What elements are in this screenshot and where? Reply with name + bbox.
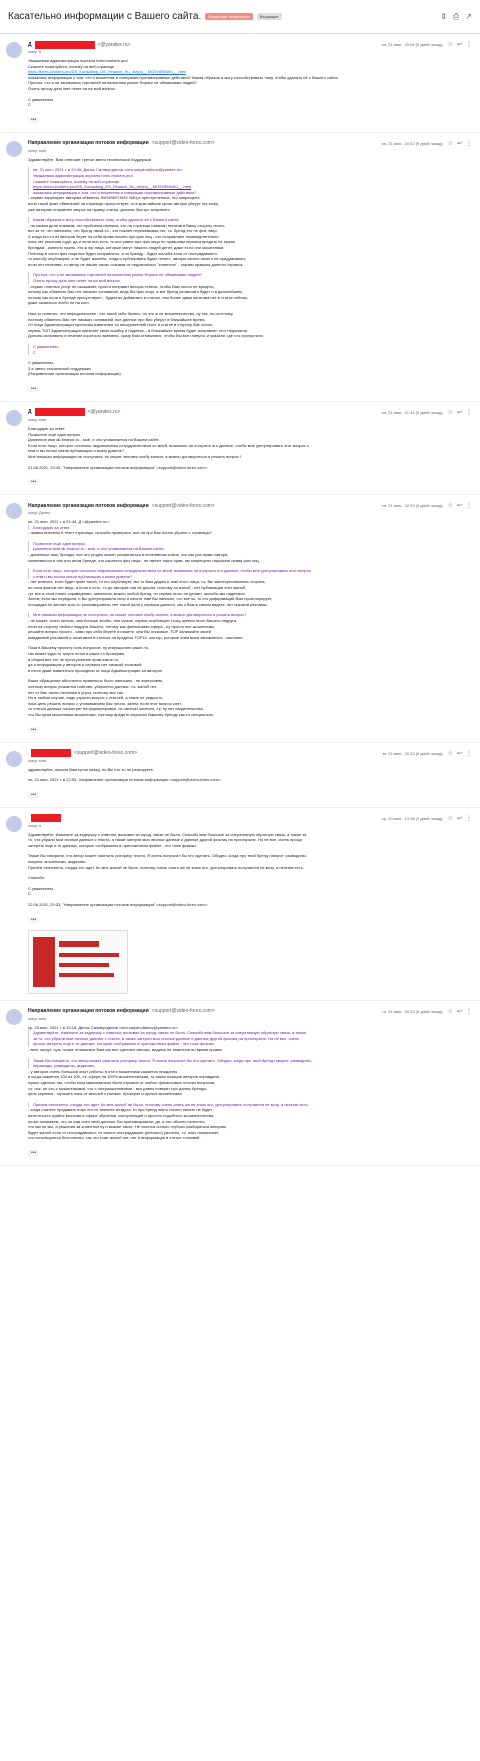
show-trimmed-content-button[interactable]: ••• (28, 917, 39, 923)
sender-email: <@yandex.ru> (87, 409, 121, 416)
body-line: пока цель решить вопрос с упоминанием Вас лично, затем, если этот вопрос снят, (28, 700, 182, 706)
show-trimmed-content-button[interactable]: ••• (28, 1150, 39, 1156)
body-line: т.к. пок. он что-с мошенниками, что с полумошенниками - вся равно поверят про данны бренды, (28, 1085, 208, 1091)
message-body (28, 767, 472, 783)
body-line: нужно сделать так, чтобы пока максимально было отрывов от любых финансовых плохих вопросов, (28, 1079, 216, 1085)
body-line: цель сервиса - отразить пока от мыслей о рынках, брокерах и прочих мошенниках. (28, 1091, 183, 1097)
sender-name: Д (28, 409, 32, 416)
body-line: С уважением, (28, 885, 54, 891)
body-line: поэтому вопрос решается пайтово, убирается данные, т.к. жалоб нет, (28, 683, 158, 689)
star-icon[interactable]: ☆ (447, 42, 453, 48)
body-line: затереть ещё и те данные, которые отображены в приложенном файле - это тоже физики. (28, 842, 197, 848)
star-icon[interactable]: ☆ (447, 140, 453, 147)
label-badge[interactable]: Входящие (257, 13, 282, 20)
expand-all-icon[interactable]: ⇕ (440, 11, 447, 21)
redaction-mark (35, 408, 85, 416)
body-line: От лица Администрации приносим извинение за некорректный текст в статье в сторону Вас лично, (28, 322, 214, 328)
email-header (0, 0, 480, 34)
open-new-window-icon[interactable]: ↗ (465, 11, 472, 21)
body-line: Доменное имя dk-finance.ru - моё, и оно упоминается на Вашем сайте. (28, 546, 472, 552)
body-line: Здравствуйте. Извините за задержку с ответом, вызывал за город, связи не было. Спасибо вам большое за оперативную обратную связь, а также за (28, 831, 307, 837)
body-line: ни же понимаем, что он сам спел свой диплом. Вы приномировали, да, и это обычно нечестно, (28, 1118, 206, 1124)
body-line: патентность крайне высокая в сфере обучения, консультаций и прочего подобного мошенничества, (28, 1112, 215, 1118)
reply-icon[interactable]: ↩ (456, 140, 462, 147)
recipient-line[interactable]: кому: мне (28, 757, 47, 763)
body-line: С (28, 891, 31, 897)
body-line: Спасибо. (28, 875, 46, 881)
body-line: - всех затрут, чуть позже отпишемся Вам как все сделают авторы, видимо не заметили во время правок. (28, 1047, 224, 1052)
body-line: Уважаемая администрация портала forex-brokers.pro! (28, 173, 472, 179)
body-line: имиджевой рекламой и позитивом в статьях на пределы ТОР10, контор, которые этим всем занимаются - миллион. (28, 634, 244, 640)
body-line: оказалась информация о том, что я мошенник и совершаю противоправные действия? Каким образом я могу способствовать тому, чтобы удалить её с Вашего сайта. (28, 74, 339, 80)
body-line: площадка не желает кого-то рекламировать, нет такой цели у сервиса данного, мы к Вам в самом видете, нет никакой рекламы. (28, 601, 268, 607)
sender-line (28, 814, 472, 823)
body-line: Здравствуйте. Вам отвечает третье звено технической поддержки (28, 156, 152, 162)
body-line: 21.06.2021, 20:43, "Направление организации потоков информации" <support@video-forex.com>: (28, 464, 209, 470)
body-line: - правки внесены в текст страницы, просьба проверить, все ли про Вас лично убрали с страницы? (28, 530, 212, 536)
body-line: С уважением, (28, 360, 54, 366)
body-line: если нет негатива, то автор не пишет своих отзывов от недовольных "клиентов" - таковы правила данного сервиса. (28, 261, 244, 267)
recipient-line[interactable]: кому: Денис (28, 510, 51, 516)
message-body (28, 1025, 472, 1141)
attachment-thumbnail[interactable] (28, 930, 128, 994)
body-line: сервис ТОП Администрация признает свою ошибку и надеюсь - в ближайшее время будет исправлен этот недосмотр. (28, 327, 249, 333)
body-line: если такой факт обвинений на странице присутствует, то в кратчайшие сроки авторы уберут эту инфу (28, 200, 219, 206)
body-line: С уважением, (28, 344, 472, 350)
body-line: Здравствуйте. Извините за задержку с ответом, вызывал за город, связи не было. Спасибо вам большое за оперативную обратную связь, а также (28, 1030, 472, 1036)
body-line: то, что убрали мои личные данные с текста, а также затерли мои личные данные и данные другой физлиц на приоткрыне. Но не все, очень прошу (28, 837, 302, 843)
body-line: пока нет решения суда, да и если оно есть, то все равно про физ лицо по правилам сервиса вредить не нужно, (28, 239, 237, 245)
body-line: Должны исправить в течение короткого времени, сразу Вам отпишемся, чтобы Вы все глянули, и указали, где что пропустили. (28, 333, 264, 339)
email-message[interactable] (0, 808, 480, 1001)
body-line: Очень прошу дать мне ответ на на мой вопрос. (28, 85, 117, 91)
body-line: А когда кто-то из авторов берет на себя право писать про физ лиц - это исправляют незамедлительно, (28, 233, 220, 239)
body-line: - когда станете продавать пока что-то тяжелее воздуха, то про бренд никто ничего писать не будет, (28, 1107, 213, 1113)
body-line: если на сторону любого недруга Вашего, потому как финансовая сфера - ну просто все мошенники, (28, 623, 215, 629)
body-line: - нет конечно, если будет факт такой, то его опубликует, мы то Вам дадим e-mail этого лица, т.к. Вы заинтересованная сторона, (28, 579, 266, 585)
body-line: Если есть лицо, которое осталось недовольным сотрудничеством со мной, возможно ли получить его данные, чтобы мне урегулировать этот вопрос (28, 568, 472, 574)
body-line: Благодарю за ответ. (28, 525, 472, 531)
avatar (6, 816, 22, 832)
print-icon[interactable]: ⎙ (452, 11, 460, 21)
body-line: пн, 21 июн. 2021 г. в 22:53, Направление организации потоков информации <support@video-forex.com>: (28, 777, 222, 783)
redaction-mark (59, 973, 114, 977)
sender-line (28, 139, 472, 148)
body-line: - доменные имя, бренды, все что угодно может упоминаться в негативном ключе, это как раз право автора, (28, 552, 229, 558)
message-date: чт, 24 июн., 00:33 (6 дней назад) (382, 1008, 443, 1014)
show-trimmed-content-button[interactable]: ••• (28, 117, 39, 123)
body-line: - на самом деле никаким, это проблема сервиса, что на странице написан негатив в Вашу сторону лично, (28, 222, 226, 228)
more-options-icon[interactable]: ⋮ (466, 140, 472, 147)
body-line: за то, что убрали мои личные данные с текста, а также затерли мои личные данные и данные другой физлиц на приоткрыне. Но не все, очень (28, 1036, 472, 1042)
recipient-line[interactable]: кому: я (28, 822, 42, 828)
body-line: Затем, если мы передали, и Вы урегулировали спор и клиент нам Вы написал, что все ок, то его диффамаций Вам проигнорирует, (28, 596, 273, 602)
show-trimmed-content-button[interactable]: ••• (28, 727, 39, 733)
redaction-mark (59, 941, 99, 947)
body-line: поэтому обвинять Вас нет никаких оснований, все данные про Вас уберут в ближайшее время. (28, 316, 206, 322)
message-body (28, 157, 472, 377)
reply-icon[interactable]: ↩ (456, 503, 462, 510)
sender-name: Д (28, 41, 32, 48)
body-line: Также Вы говорили, что автор может смягчить риторику текста. Я очень попросил бы это сделать. Обидно, когда про твой бренд говорят: разводилы, (28, 853, 307, 859)
more-options-icon[interactable]: ⋮ (466, 1008, 472, 1015)
reply-icon[interactable]: ↩ (456, 750, 462, 757)
message-date: пн, 21 июн., 21:44 (9 дней назад) (381, 409, 443, 415)
more-options-icon[interactable]: ⋮ (466, 815, 472, 822)
show-trimmed-content-button[interactable]: ••• (28, 792, 39, 798)
recipient-line[interactable]: кому: мне (28, 416, 47, 422)
body-line: то статью дальше посмотрят на формулировки, их смягчат конечно, т.к. ну нет свидетельства, (28, 706, 204, 712)
body-line: нет от Вас лично негатива и угроз, поэтому все так. (28, 689, 124, 695)
body-line: - сервис платных услуг не оказывает, просто исправят авторы статью, чтобы Вам лично не вредить, (28, 283, 215, 289)
star-icon[interactable]: ☆ (447, 815, 453, 822)
email-message[interactable] (0, 743, 480, 808)
body-line: - сервис запрещает авторам обвинять ФИЗИЧЕСКИХ ЛИЦ в преступлениях, это запрещено, (28, 195, 201, 201)
sender-line (28, 408, 472, 417)
body-line: Также Вы говорили, что автор может смягчить риторику текста. Я очень попросил бы это сделать. Обидно, когда про твой бренд говорят: разводилы, (28, 1058, 472, 1064)
avatar (6, 410, 22, 426)
message-date: пн, 21 июн., 22:53 (9 дней назад) (381, 503, 443, 509)
recipient-line[interactable]: кому: мне (28, 147, 47, 153)
body-line: Скажите пожалуйста, почему на веб-странице (28, 179, 472, 185)
sender-email: <support@video-forex.com> (151, 1008, 215, 1015)
body-line: сомневаться в том или ином бренде, что касается физ лица - не имеют таких прав, им запрещено нарушать права физ лиц. (28, 557, 260, 563)
star-icon[interactable]: ☆ (447, 503, 453, 510)
redaction-mark (59, 953, 119, 957)
more-options-icon[interactable]: ⋮ (466, 42, 472, 48)
star-icon[interactable]: ☆ (447, 409, 453, 416)
message-body (28, 426, 472, 470)
show-trimmed-content-button[interactable]: ••• (28, 479, 39, 485)
body-line: то жалобу опубликуют, а не будет жалобы, тогда и публиковать будет нечего, авторы своего ничего не придумывают, (28, 256, 246, 262)
sender-name: Направление организации потоков информации (28, 1008, 149, 1015)
more-options-icon[interactable]: ⋮ (466, 750, 472, 757)
email-message[interactable] (0, 1001, 480, 1166)
body-line: Причем непонятно, откуда это идет. Ко мне жалоб не было, поэтому очень опять же не знаю это, урегулировать получается не могу, а негатив есть. (28, 1102, 472, 1108)
body-line: потому как если в бренде присутствуют - будем их добавлять в статью, тем более дама негатива нет в статье сейчас, (28, 294, 248, 300)
body-line: в итоге даже извиниться просидели от лица Администрации за авторов. (28, 667, 163, 673)
body-line: Ваше обращение абсолютно правильно было написано - не агрессивно, (28, 678, 164, 684)
recipient-line[interactable]: кому: я (28, 49, 42, 54)
label-badge[interactable]: Входящие: вопросные (205, 13, 252, 20)
sender-line (28, 501, 472, 510)
body-line: - у авторов очень большой опыт работы, в этого мошенники скажется нежданно, (28, 1068, 179, 1074)
redaction-mark (31, 814, 61, 822)
body-line: потому как обвинять Вас нет никаких оснований, ведь Вы физ лицо, а вот бренд упоминать будет и в дальнейшем, (28, 289, 243, 295)
body-line: Каким образом я могу способствовать тому, чтобы удалить её с Вашего сайта. (28, 217, 472, 223)
body-line: Позвольте ещё один вопрос. (28, 541, 472, 547)
body-line: Притом, что я не занимаюсь торговлей на валютном рынке Форекс не обманываю людей? (28, 80, 197, 86)
body-line: (Направление организации потоков информации) (28, 371, 121, 377)
message-body (28, 519, 472, 717)
body-line: С (28, 102, 31, 108)
body-line: 22.06.2021, 20:33, "Направление организации потоков информации" <support@video-forex.com>: (28, 902, 209, 908)
message-date: ср, 23 июн., 13:18 (7 дней назад) (381, 815, 443, 821)
body-line: Мне никакая информация не поступала, но может человек злобу затаил, а можно договориться и решить вопрос? (28, 612, 472, 618)
sender-line (28, 1007, 472, 1016)
redaction-mark (31, 749, 71, 757)
body-line: Но в любом случае, надо утрясти вопрос с статьей, а такие не редкость, (28, 695, 164, 701)
body-line: пирамиды, разводилы, жидатово. (28, 1063, 472, 1069)
body-line: https://forex-brokers.pro/DS_Konsalting_DS_Finance_Ru_otzyvy__MOSHENNIKI__.html (28, 184, 472, 190)
body-line: пн, 21 июн. 2021 г. в 21:44, Д <@yandex.ru>: (28, 519, 110, 525)
message-body (28, 58, 472, 108)
body-line: Скажите пожалуйста, почему на веб-странице (28, 63, 115, 69)
more-options-icon[interactable]: ⋮ (466, 503, 472, 510)
body-line: Уважаемая администрация портала forex-brokers.pro! (28, 58, 128, 63)
body-line: но пока фактов нет ведь, а если и есть, то до авторов они не дошли, поэтому за жалоб - нет публикации этих жалоб, (28, 585, 247, 591)
star-icon[interactable]: ☆ (447, 1008, 453, 1015)
body-line: Причём непонятно, откуда это идет. Ко мне жалоб не было, поэтому очень опять же не знаю это, урегулировать получается не могу, а негатив есть. (28, 864, 304, 870)
more-options-icon[interactable]: ⋮ (466, 409, 472, 416)
body-line: С уважением, (28, 96, 54, 102)
body-line: что используются бесполезно, так что тоже жалоб нет, нет и информации в статье толковой. (28, 1135, 201, 1141)
email-message[interactable] (0, 133, 480, 402)
avatar (6, 751, 22, 767)
body-line: вот за то, что написано, что бренд такой-то - это поклеп пережевывая нет, т.к. бренд это не физ лицо. (28, 228, 218, 234)
show-trimmed-content-button[interactable]: ••• (28, 386, 39, 392)
body-line: в общем все это не преступление прям какое-то, (28, 656, 120, 662)
sender-email: <support@video-forex.com> (74, 750, 138, 756)
reply-icon[interactable]: ↩ (456, 409, 462, 416)
sender-name: Направление организации потоков информации (28, 140, 149, 147)
body-line: да и информацию у авторов и сервиса нет никакой толковой, (28, 662, 143, 668)
message-date: вт, 22 июн., 20:32 (8 дней назад) (382, 750, 443, 756)
sender-line (28, 40, 472, 49)
body-line: что мы не мы, а решения за клиентом ну и всякие такое. Не хочется сильно глубоко разбираться авторам, (28, 1124, 227, 1130)
body-line: что Вы прям мошенники-мошенники, поэтому вредить серьезно Вашему бренду как-то специально. (28, 711, 215, 717)
body-line: покупки, мошенники, жидатово. (28, 859, 87, 865)
avatar (6, 1009, 22, 1025)
body-line: ср, 23 июн. 2021 г. в 13:18, Денис Салмкутдинов <den.salyahutdinov@yandex.ru>: (28, 1024, 179, 1030)
body-line: Позвольте ещё один вопрос. (28, 431, 82, 437)
sender-email: <@yandex.ru> (97, 41, 131, 48)
email-message[interactable] (0, 495, 480, 742)
sender-line (28, 749, 472, 758)
email-subject: Касательно информации с Вашего сайта. (8, 11, 202, 22)
body-line: и когда скажется 100 из 100, т.к. сфера на 100% мошенническая, то такая позиция авторов оправдана, (28, 1074, 220, 1080)
avatar (6, 42, 22, 58)
email-message[interactable] (0, 34, 480, 133)
body-line: так может куда-то ткнуть поток в каких-то брокерам, (28, 650, 125, 656)
sender-name: Направление организации потоков информации (28, 502, 149, 509)
sender-email: <support@video-forex.com> (151, 140, 215, 147)
reply-icon[interactable]: ↩ (456, 815, 462, 822)
redaction-mark (35, 41, 95, 49)
email-message[interactable] (0, 402, 480, 495)
sender-email: <support@video-forex.com> (151, 502, 215, 509)
body-line: тут все в этом плане справедливо, заплатить можно любой бренд, но сервис этого не делает, жалобы мы надеемся. (28, 590, 246, 596)
star-icon[interactable]: ☆ (447, 750, 453, 757)
body-line: Доменное имя dk-finance.ru - моё, и оно упоминается на Вашем сайте. (28, 437, 160, 443)
reply-icon[interactable]: ↩ (456, 42, 462, 48)
body-line: Мне никакая информация не поступала, но может человек злобу затаил, а можно договориться и решить вопрос? (28, 453, 242, 459)
body-line: Очень прошу дать мне ответ на на мой вопрос. (28, 278, 472, 284)
body-line: оказалась информация о том, что я мошенник и совершаю противоправные действия? (28, 190, 472, 196)
body-line: прошу затереть ещё и те данные, которые отображены в приложенном файле - это тоже физики. (28, 1041, 472, 1047)
body-line: Благодарю за ответ. (28, 425, 66, 431)
body-line: решайте вопрос просто - сами про себя берете и пишете, кем Вы отказные. ТОР занимайте своей (28, 629, 211, 635)
body-line: уже авторам отправлен запрос на правку статьи, должны быстро исправить (28, 206, 170, 212)
reply-icon[interactable]: ↩ (456, 1008, 462, 1015)
body-line: 3-е звено технической поддержки (28, 365, 91, 371)
avatar (6, 503, 22, 519)
message-date: пн, 21 июн., 20:04 (9 дней назад) (381, 42, 443, 47)
body-line: Если есть лицо, которое осталось недовольным сотрудничеством со мной, возможно ли получить его данные, чтобы мне урегулировать этот вопрос с (28, 442, 309, 448)
avatar (6, 141, 22, 157)
body-line: С (28, 350, 472, 356)
body-line: https://forex-brokers.pro/DS_Konsalting_DS_Finance_Ru_otzyvy__MOSHENNIKI__.html (28, 69, 187, 75)
redaction-mark (59, 963, 109, 967)
body-line: Поэтому в части физ лица все будет исправлено, а по бренду - будет жалоба если от пострадавшего, (28, 250, 218, 256)
body-line: Пока в Вашему проекту ноль вопросов, ну инфоцыгане какие-то, (28, 645, 150, 651)
recipient-line[interactable]: кому: мне (28, 1015, 47, 1021)
body-line: - не может, точно нельзя, чем больше злобы, тем лучше, сервис опубликует точку зрения этого Вашего недруга, (28, 618, 238, 623)
body-line: Притом, что я не занимаюсь торговлей на валютном рынке Форекс не обманываю людей? (28, 272, 472, 278)
email-thread (0, 34, 480, 1166)
body-line: даже сказаться особо не на кого. (28, 300, 90, 306)
redaction-mark (33, 937, 55, 987)
message-date: пн, 21 июн., 20:42 (9 дней назад) (381, 140, 443, 146)
body-line: Нам-то понятно, что инфоцыганство - это такой себе бизнес, но это ж не мошенничество, ну так, по-честному, (28, 311, 234, 316)
body-line: будет жалоб если от пострадавшего, то значит пострадавшие (реально) расчеты, т.к. поко помыномет, (28, 1129, 220, 1135)
body-line: здравствуйте, писали Вам сутки назад, но Вы что-то не реагируете. (28, 766, 154, 772)
body-line: брендам - конечно нужно, это ж юр лица, которые могут лишить людей денег, даже если они мошенники. (28, 245, 225, 251)
body-line: с ним и вы потом сняли публикацию о моем домене? (28, 574, 472, 580)
body-line: ним и вы потом сняли публикацию о моем домене? (28, 448, 125, 454)
message-body (28, 832, 472, 908)
body-line: пн, 21 июн. 2021 г. в 20:06, Денис Салмкутдинов <den.salyahutdinov@yandex.ru>: (28, 167, 472, 173)
